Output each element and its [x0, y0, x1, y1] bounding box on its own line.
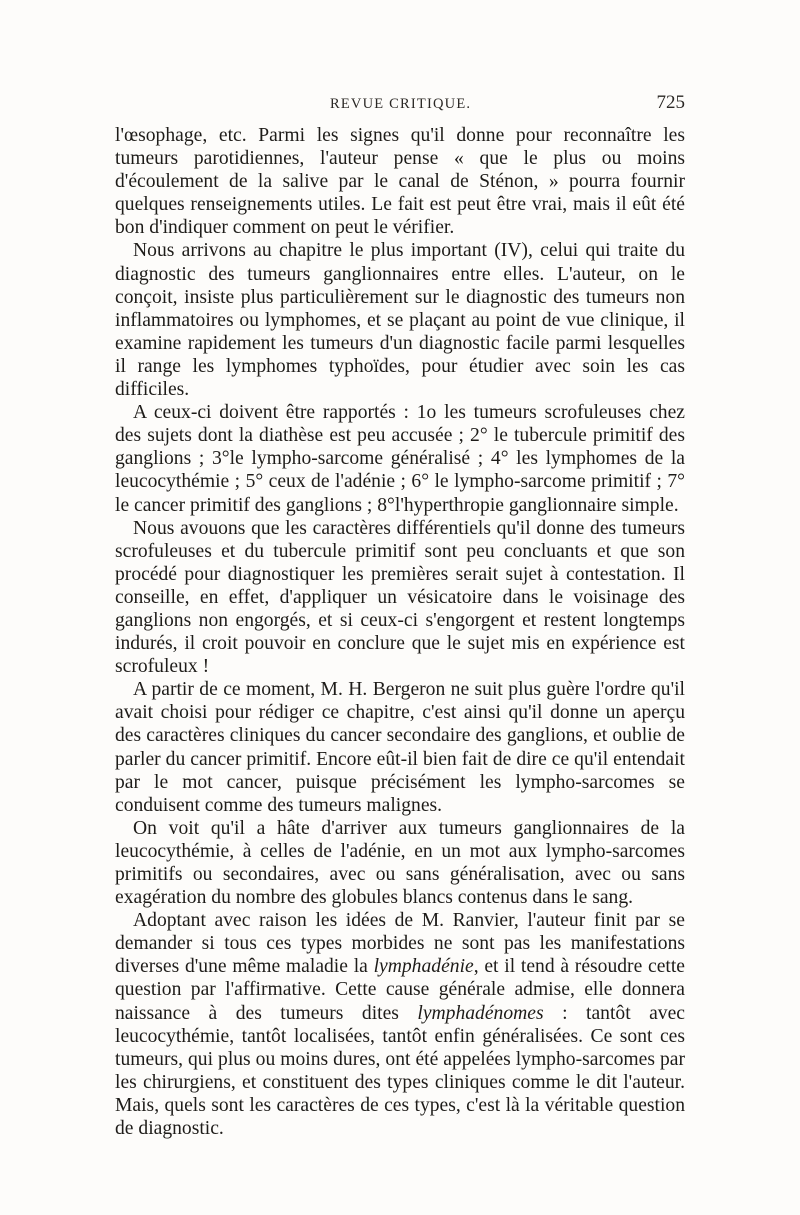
paragraph: A ceux-ci doivent être rapportés : 1o les tumeurs scrofuleuses chez des sujets dont la diathèse est peu accusée ; 2° le tubercule primitif des ganglions ; 3°le lympho-sarcome généralisé ; 4° les lymphomes de la leucocythémie ; 5° ceux de l'adénie ; 6° le lympho-sarcome primitif ; 7° le cancer primitif des ganglions ; 8°l'hyperthropie ganglionnaire simple. [115, 402, 685, 516]
body-text [115, 124, 685, 1140]
paragraph: Nous arrivons au chapitre le plus important (IV), celui qui traite du diagnostic des tumeurs ganglionnaires entre elles. L'auteur, on le conçoit, insiste plus particulièrement sur le diagnostic des tumeurs non inflammatoires ou lymphomes, et se plaçant au point de vue clinique, il examine rapidement les tumeurs d'un diagnostic facile parmi lesquelles il range les lymphomes typhoïdes, pour étudier avec soin les cas difficiles. [115, 240, 685, 401]
italic-term: lymphadénie [373, 956, 474, 978]
running-title: REVUE CRITIQUE. [330, 96, 472, 112]
italic-term: lymphadénomes [417, 1002, 544, 1024]
text-run: : tantôt avec leucocythémie, tantôt localisées, tantôt enfin généralisées. Ce sont ces tumeurs, qui plus ou moins dures, ont été appelées lympho-sarcomes par les chirurgiens, et constituent des types cliniques comme le dit l'auteur. Mais, quels sont les caractères de ces types, c'est là la véritable question de diagnostic. [115, 1002, 685, 1140]
paragraph: On voit qu'il a hâte d'arriver aux tumeurs ganglionnaires de la leucocythémie, à celles de l'adénie, en un mot aux lympho-sarcomes primitifs ou secondaires, avec ou sans généralisation, avec ou sans exagération du nombre des globules blancs contenus dans le sang. [115, 817, 685, 909]
text-run: , et il tend à résoudre cette question par l'affirmative. Cette cause générale admise, elle donnera naissance à des tumeurs dites [115, 956, 685, 1024]
paragraph: A partir de ce moment, M. H. Bergeron ne suit plus guère l'ordre qu'il avait choisi pour rédiger ce chapitre, c'est ainsi qu'il donne un aperçu des caractères cliniques du cancer secondaire des ganglions, et oublie de parler du cancer primitif. Encore eût-il bien fait de dire ce qu'il entendait par le mot cancer, puisque précisément les lympho-sarcomes se conduisent comme des tumeurs malignes. [115, 679, 685, 816]
page-number: 725 [656, 92, 685, 113]
paragraph: Nous avouons que les caractères différentiels qu'il donne des tumeurs scrofuleuses et du tubercule primitif sont peu concluants et que son procédé pour diagnostiquer les premières serait sujet à contestation. Il conseille, en effet, d'appliquer un vésicatoire dans le voisinage des ganglions non engorgés, et si ceux-ci s'engorgent et restent longtemps indurés, il croit pouvoir en conclure que le sujet mis en expérience est scrofuleux ! [115, 517, 685, 678]
paragraph [115, 909, 685, 1140]
running-header [115, 92, 685, 120]
paragraph: l'œsophage, etc. Parmi les signes qu'il donne pour reconnaître les tumeurs parotidiennes, l'auteur pense « que le plus ou moins d'écoulement de la salive par le canal de Sténon, » pourra fournir quelques renseignements utiles. Le fait est peut être vrai, mais il eût été bon d'indiquer comment on peut le vérifier. [115, 125, 685, 239]
text-run: Adoptant avec raison les idées de M. Ranvier, l'auteur finit par se demander si tous ces types morbides ne sont pas les manifestations diverses d'une même maladie la [115, 910, 685, 978]
